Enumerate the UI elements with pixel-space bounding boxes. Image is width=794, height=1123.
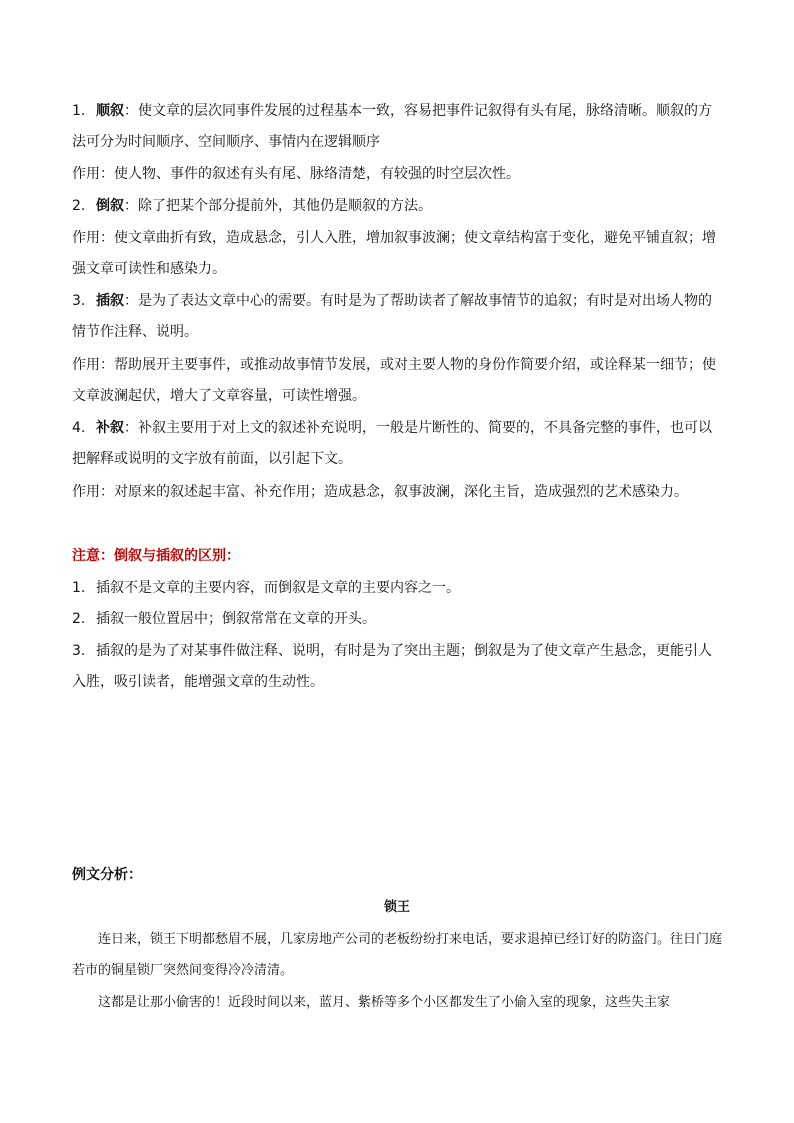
method-2-definition xyxy=(72,191,722,222)
method-4-definition xyxy=(72,413,722,475)
note-item-2-text: 插叙一般位置居中；倒叙常常在文章的开头。 xyxy=(96,611,376,627)
note-item-3 xyxy=(72,636,722,698)
method-1-term: 顺叙 xyxy=(96,103,124,119)
story-title: 锁王 xyxy=(383,900,410,915)
note-item-1 xyxy=(72,573,722,604)
method-1-definition xyxy=(72,96,722,158)
note-item-1-text: 插叙不是文章的主要内容，而倒叙是文章的主要内容之一。 xyxy=(96,580,460,596)
method-3-term: 插叙 xyxy=(96,293,124,309)
method-4-effect: 作用：对原来的叙述起丰富、补充作用；造成悬念，叙事波澜，深化主旨，造成强烈的艺术感染力。 xyxy=(72,484,688,500)
method-2-number: 2. xyxy=(72,198,86,214)
method-2-text: ：除了把某个部分提前外，其他仍是顺叙的方法。 xyxy=(124,198,432,214)
method-1-effect: 作用：使人物、事件的叙述有头有尾、脉络清楚，有较强的时空层次性。 xyxy=(72,166,520,182)
method-3-number: 3. xyxy=(72,293,86,309)
note-item-1-number: 1. xyxy=(72,580,86,596)
story-paragraph-1: 连日来，锁王下明都愁眉不展，几家房地产公司的老板纷纷打来电话，要求退掉已经订好的防盗门。往日门庭若市的铜星锁厂突然间变得冷冷清清。 xyxy=(72,932,723,978)
story-paragraph-2: 这都是让那小偷害的！近段时间以来，蓝月、紫桥等多个小区都发生了小偷入室的现象，这些失主家 xyxy=(98,995,671,1010)
method-1-text: ：使文章的层次同事件发展的过程基本一致，容易把事件记叙得有头有尾，脉络清晰。顺叙的方法可分为时间顺序、空间顺序、事情内在逻辑顺序 xyxy=(72,103,712,150)
note-title: 注意：倒叙与插叙的区别： xyxy=(72,548,240,564)
method-3-effect: 作用：帮助展开主要事件，或推动故事情节发展，或对主要人物的身份作简要介绍，或诠释某一细节；使文章波澜起伏，增大了文章容量，可读性增强。 xyxy=(72,357,716,404)
note-item-2-number: 2. xyxy=(72,611,86,627)
method-3-text: ：是为了表达文章中心的需要。有时是为了帮助读者了解故事情节的追叙；有时是对出场人物的情节作注释、说明。 xyxy=(72,293,712,340)
method-4-term: 补叙 xyxy=(96,420,124,436)
method-4-text: ：补叙主要用于对上文的叙述补充说明，一般是片断性的、简要的，不具备完整的事件，也可以把解释或说明的文字放有前面，以引起下文。 xyxy=(72,420,712,467)
method-2-effect: 作用：使文章曲折有致，造成悬念，引人入胜，增加叙事波澜；使文章结构富于变化，避免平铺直叙；增强文章可读性和感染力。 xyxy=(72,230,716,277)
method-4-number: 4. xyxy=(72,420,86,436)
note-item-3-text: 插叙的是为了对某事件做注释、说明，有时是为了突出主题；倒叙是为了使文章产生悬念，更能引人入胜，吸引读者，能增强文章的生动性。 xyxy=(72,643,712,690)
method-2-term: 倒叙 xyxy=(96,198,124,214)
method-3-definition xyxy=(72,286,722,348)
method-1-number: 1. xyxy=(72,103,86,119)
note-item-3-number: 3. xyxy=(72,643,86,659)
note-item-2 xyxy=(72,604,722,635)
example-label: 例文分析： xyxy=(72,867,142,883)
